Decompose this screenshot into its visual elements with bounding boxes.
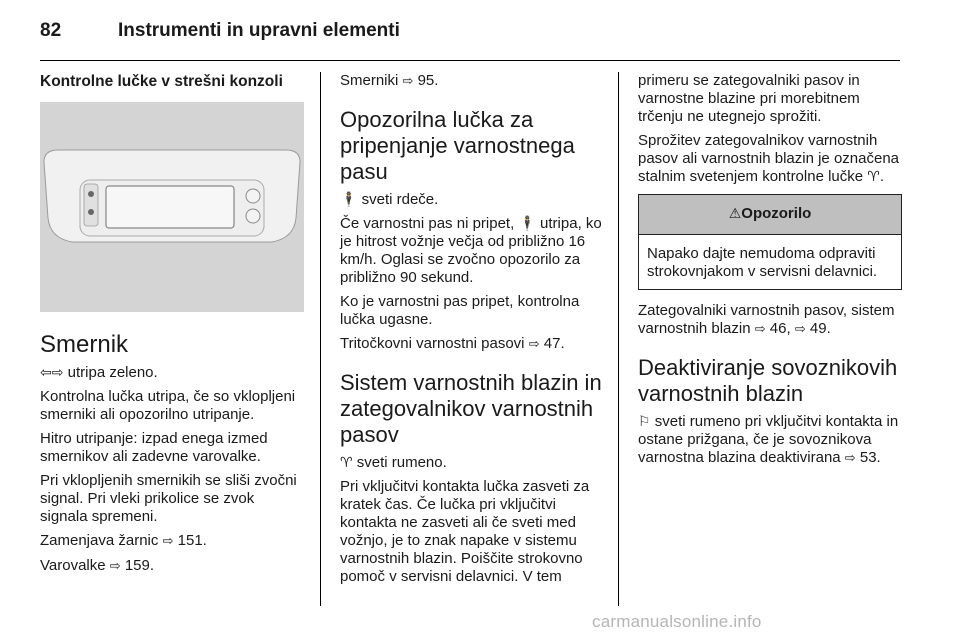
cross-reference: Zamenjava žarnic ⇨ 151. [40, 532, 207, 549]
page-ref-arrow-icon: ⇨ [402, 74, 414, 89]
page-ref-arrow-icon: ⇨ [844, 451, 856, 466]
warning-triangle-icon: ⚠ [728, 206, 742, 222]
paragraph: Če varnostni pas ni pripet, 🕴 utripa, ko je hitrost vožnje večja od približno 16 km/h. Oglasi se zvočno opozorilo za približno 90 sekund. [340, 215, 602, 286]
running-title: Instrumenti in upravni elementi [118, 20, 400, 41]
airbag-status: ♈ sveti rumeno. [340, 454, 447, 471]
column-2 [340, 72, 604, 592]
section-title-turn-signal: Smernik [40, 331, 129, 358]
cross-reference: Tritočkovni varnostni pasovi ⇨ 47. [340, 335, 565, 352]
column-divider [320, 72, 321, 606]
section-title-passenger-airbag-deactivation: Deaktiviranje sovoznikovih varnostnih blazin [638, 355, 898, 406]
section-heading-roof-console: Kontrolne lučke v strešni konzoli [40, 73, 283, 90]
column-3 [638, 72, 902, 474]
airbag-lamp-icon [88, 209, 94, 215]
warning-text: Napako dajte nemudoma odpraviti strokovnjakom v servisni delavnici. [647, 245, 878, 280]
turn-signal-arrows-icon: ⇦⇨ [40, 365, 64, 381]
seatbelt-icon: 🕴 [340, 192, 358, 208]
page-ref-arrow-icon: ⇨ [162, 534, 174, 549]
column-divider [618, 72, 619, 606]
warning-body [639, 235, 901, 289]
page-ref-arrow-icon: ⇨ [754, 322, 766, 337]
console-button-bottom [246, 209, 260, 223]
page-ref-arrow-icon: ⇨ [794, 322, 806, 337]
page-ref-arrow-icon: ⇨ [109, 559, 121, 574]
display-screen [106, 186, 234, 228]
paragraph: Pri vklopljenih smernikih se sliši zvočni signal. Pri vleki prikolice se zvok signala spremeni. [40, 472, 297, 525]
warning-header: ⚠Opozorilo [639, 195, 901, 235]
header-divider [40, 60, 900, 61]
watermark: carmanualsonline.info [592, 612, 762, 631]
roof-console-illustration [40, 102, 304, 312]
paragraph: Hitro utripanje: izpad enega izmed smernikov ali zadevne varovalke. [40, 430, 268, 465]
warning-box [638, 194, 902, 290]
paragraph: Pri vključitvi kontakta lučka zasveti za kratek čas. Če lučka pri vključitvi kontakta ne zasveti ali če sveti med vožnjo, je to znak napake v sistemu varnostnih blazin. Poiščite strokovno pomoč v servisni delavnici. V tem [340, 478, 590, 585]
turn-signal-status: ⇦⇨ utripa zeleno. [40, 364, 158, 381]
roof-console-drawing [40, 102, 304, 312]
paragraph: ⚐ sveti rumeno pri vključitvi kontakta in ostane prižgana, če je sovoznikova varnostna blazina deaktivirana ⇨ 53. [638, 413, 899, 466]
seatbelt-lamp-icon [88, 191, 94, 197]
page-ref-arrow-icon: ⇨ [528, 337, 540, 352]
airbag-icon: ♈ [340, 455, 353, 471]
section-title-seatbelt-reminder: Opozorilna lučka za pripenjanje varnostnega pasu [340, 107, 575, 184]
paragraph: Kontrolna lučka utripa, če so vklopljeni smerniki ali opozorilno utripanje. [40, 388, 296, 423]
cross-reference: Zategovalniki varnostnih pasov, sistem varnostnih blazin ⇨ 46, ⇨ 49. [638, 302, 895, 337]
section-title-airbag-system: Sistem varnostnih blazin in zategovalnikov varnostnih pasov [340, 370, 602, 447]
cross-reference: Smerniki ⇨ 95. [340, 72, 439, 89]
airbag-off-icon: ⚐ [638, 414, 651, 430]
cross-reference: Varovalke ⇨ 159. [40, 557, 155, 574]
paragraph: Ko je varnostni pas pripet, kontrolna lučka ugasne. [340, 293, 580, 328]
seatbelt-status: 🕴 sveti rdeče. [340, 191, 439, 208]
column-1 [40, 72, 304, 582]
page-number: 82 [40, 20, 62, 41]
airbag-icon: ♈ [867, 169, 880, 185]
console-button-top [246, 189, 260, 203]
paragraph: Sprožitev zategovalnikov varnostnih pasov ali varnostnih blazin je označena stalnim svetenjem kontrolne lučke ♈. [638, 132, 899, 185]
page-header [40, 14, 900, 54]
seatbelt-icon: 🕴 [518, 216, 536, 232]
paragraph: primeru se zategovalniki pasov in varnostne blazine pri morebitnem trčenju ne utegnejo sprožiti. [638, 72, 860, 125]
